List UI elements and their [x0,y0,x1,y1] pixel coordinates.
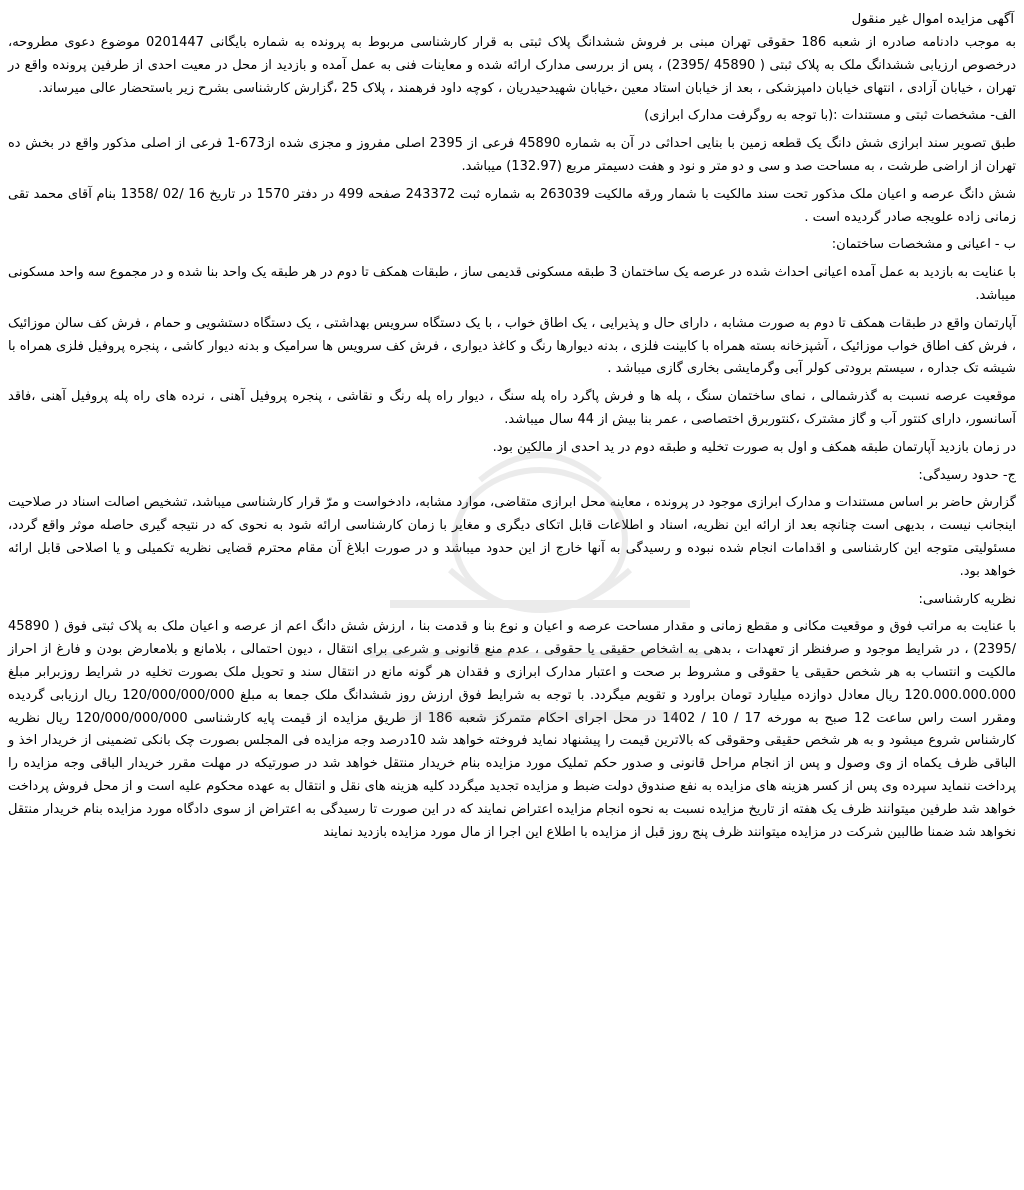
notice-title: آگهی مزایده اموال غیر منقول [851,12,1014,27]
section-a-heading: الف- مشخصات ثبتی و مستندات :(با توجه به روگرفت مدارک ابرازی) [644,108,1016,124]
section-b-paragraph-3: موقعیت عرصه نسبت به گذرشمالی ، نمای ساختمان سنگ ، پله ها و فرش پاگرد راه پله سنگ ، دیوار راه پله رنگ و نقاشی ، پنجره پروفیل آهنی ، نرده های راه پله پروفیل آهنی ،فاقد آسانسور، دارای کنتور آب و گاز مشترک ،کنتوربرق اختصاصی ، عمر بنا بیش از 44 سال میباشد. [8,389,1016,427]
section-d-paragraph-1: با عنایت به مراتب فوق و موقعیت مکانی و مقطع زمانی و مقدار مساحت عرصه و اعیان و نوع بنا و قدمت بنا ، ارزش شش دانگ اعم از عرصه و اعیان ملک به پلاک ثبتی فوق ( 45890 /2395) ، در شرایط موجود و صرفنظر از تعهدات ، بدهی به اشخاص حقیقی یا حقوقی ، عدم منع قانونی و شرعی برای انتقال ، دیون احتمالی ، بلامانع و بلامعارض بودن و فارغ از احراز مالکیت و انتساب به هر شخص حقیقی یا حقوقی و مشروط بر صحت و اعتبار مدارک ابرازی و فقدان هر گونه مانع در انتقال سند و تحویل ملک بصورت تخلیه در شرایط روزبرابر مبلغ 120.000.000.000 ریال معادل دوازده میلیارد تومان براورد و تقویم میگردد. با توجه به شرایط فوق ارزش روز ششدانگ ملک جمعا به مبلغ 120/000/000/000 ریال ارزیابی گردیده ومقرر است راس ساعت 12 صبح به مورخه 17 / 10 / 1402 در محل اجرای احکام متمرکز شعبه 186 از طریق مزایده از قیمت پایه کارشناسی 120/000/000/000 ریال نظریه کارشناس شروع میشود و به هر شخص حقیقی وحقوقی که بالاترین قیمت را پیشنهاد نماید فروخته خواهد شد 10درصد وجه مزایده فی المجلس بصورت چک بانکی تضمینی از خریدار اخذ و الباقی ظرف یکماه از وی وصول و پس از انجام مراحل قانونی و صدور حکم تملیک مورد مزایده بنام خریدار منتقل خواهد شد در صورتیکه در مهلت مقرر خریدار الباقی وجه مزایده را پرداخت ننماید سپرده وی پس از کسر هزینه های مزایده به نفع صندوق دولت ضبط و مزایده تجدید میگردد کلیه هزینه های نقل و انتقال به عهده محکوم علیه است و از محل فروش پرداخت خواهد شد طرفین میتوانند ظرف یک هفته از تاریخ مزایده نسبت به نحوه انجام مزایده اعتراض نمایند که در این صورت تا رسیدگی به اعتراض از سوی دادگاه مورد مزایده بنام خریدار منتقل نخواهد شد ضمنا طالبین شرکت در مزایده میتوانند ظرف پنج روز قبل از مزایده با اطلاع این اجرا از مال مورد مزایده بازدید نمایند [8,619,1016,840]
section-b-heading: ب - اعیانی و مشخصات ساختمان: [831,237,1016,253]
section-c-heading: ج- حدود رسیدگی: [918,467,1016,483]
section-b-paragraph-4: در زمان بازدید آپارتمان طبقه همکف و اول به صورت تخلیه و طبقه دوم در ید احدی از مالکین بود. [492,439,1016,455]
section-a-paragraph-1: طبق تصویر سند ابرازی شش دانگ یک قطعه زمین با بنایی احداثی در آن به شماره 45890 فرعی از 2395 اصلی مفروز و مجزی شده از673-1 فرعی از اصلی مذکور واقع در بخش ده تهران از اراضی طرشت ، به مساحت صد و سی و دو متر و نود و هفت دسیمتر مربع (132.97) میباشد. [8,136,1016,174]
section-c-paragraph-1: گزارش حاضر بر اساس مستندات و مدارک ابرازی موجود در پرونده ، معاینه محل ابرازی متقاضی، موارد مشابه، دادخواست و مرّ قرار کارشناسی میباشد، تشخیص اصالت اسناد در صلاحیت اینجانب نیست ، بدیهی است چنانچه بعد از ارائه این نظریه، اسناد و اطلاعات قابل اتکای دیگری و مغایر با زمان کارشناسی ارائه شود به نحوی که در نتیجه گیری حاصله موثر واقع گردد، مسئولیتی متوجه این کارشناسی و اقدامات انجام شده نبوده و رسیدگی به آنها خارج از این حدود میباشد و در صورت ابلاغ آن مقام محترم قضایی نظریه تکمیلی و یا اصلاحی قابل ارائه خواهد بود. [8,495,1016,579]
section-d-heading: نظریه کارشناسی: [918,591,1016,607]
section-a-paragraph-2: شش دانگ عرصه و اعیان ملک مذکور تحت سند مالکیت با شمار ورقه مالکیت 263039 به شماره ثبت 243372 صفحه 499 در دفتر 1570 در تاریخ 16 /02 /1358 بنام آقای محمد تقی زمانی زاده علویجه صادر گردیده است . [8,186,1016,225]
intro-paragraph: به موجب دادنامه صادره از شعبه 186 حقوقی تهران مبنی بر فروش ششدانگ پلاک ثبتی به قرار کارشناسی مربوط به پرونده به شماره بایگانی 0201447 موضوع دعوی مطروحه، درخصوص ارزیابی ششدانگ ملک به پلاک ثبتی ( 45890 /2395) ، پس از بررسی مدارک ارائه شده و معاینات فنی به عمل آمده و بازدید از محل در معیت احدی از طرفین پرونده واقع در تهران ، خیابان آزادی ، انتهای خیابان دامپزشکی ، بعد از خیابان استاد معین ،خیابان شهیدحیدریان ، کوچه داود فرهمند ، پلاک 25 ،گزارش کارشناسی بشرح زیر باستحضار عالی میرساند. [8,35,1016,96]
section-b-paragraph-1: با عنایت به بازدید به عمل آمده اعیانی احداث شده در عرصه یک ساختمان 3 طبقه مسکونی قدیمی ساز ، طبقات همکف تا دوم در هر طبقه یک واحد بنا شده و در مجموع سه واحد مسکونی میباشد. [8,265,1017,303]
section-b-paragraph-2: آپارتمان واقع در طبقات همکف تا دوم به صورت مشابه ، دارای حال و پذیرایی ، یک اطاق خواب ، با یک دستگاه سرویس بهداشتی ، یک دستگاه دستشویی و حمام ، فرش کف سالن موزائیک ، فرش کف اطاق خواب موزائیک ، آشپزخانه بسته همراه با کابینت فلزی ، بدنه دیوارها رنگ و کاغذ دیواری ، فرش کف سرویس ها سرامیک و بدنه دیوار کاشی ، پنجره پروفیل فلزی همراه با شیشه تک جداره ، سیستم برودتی کولر آبی وگرمایشی بخاری گازی میباشد . [8,315,1016,377]
